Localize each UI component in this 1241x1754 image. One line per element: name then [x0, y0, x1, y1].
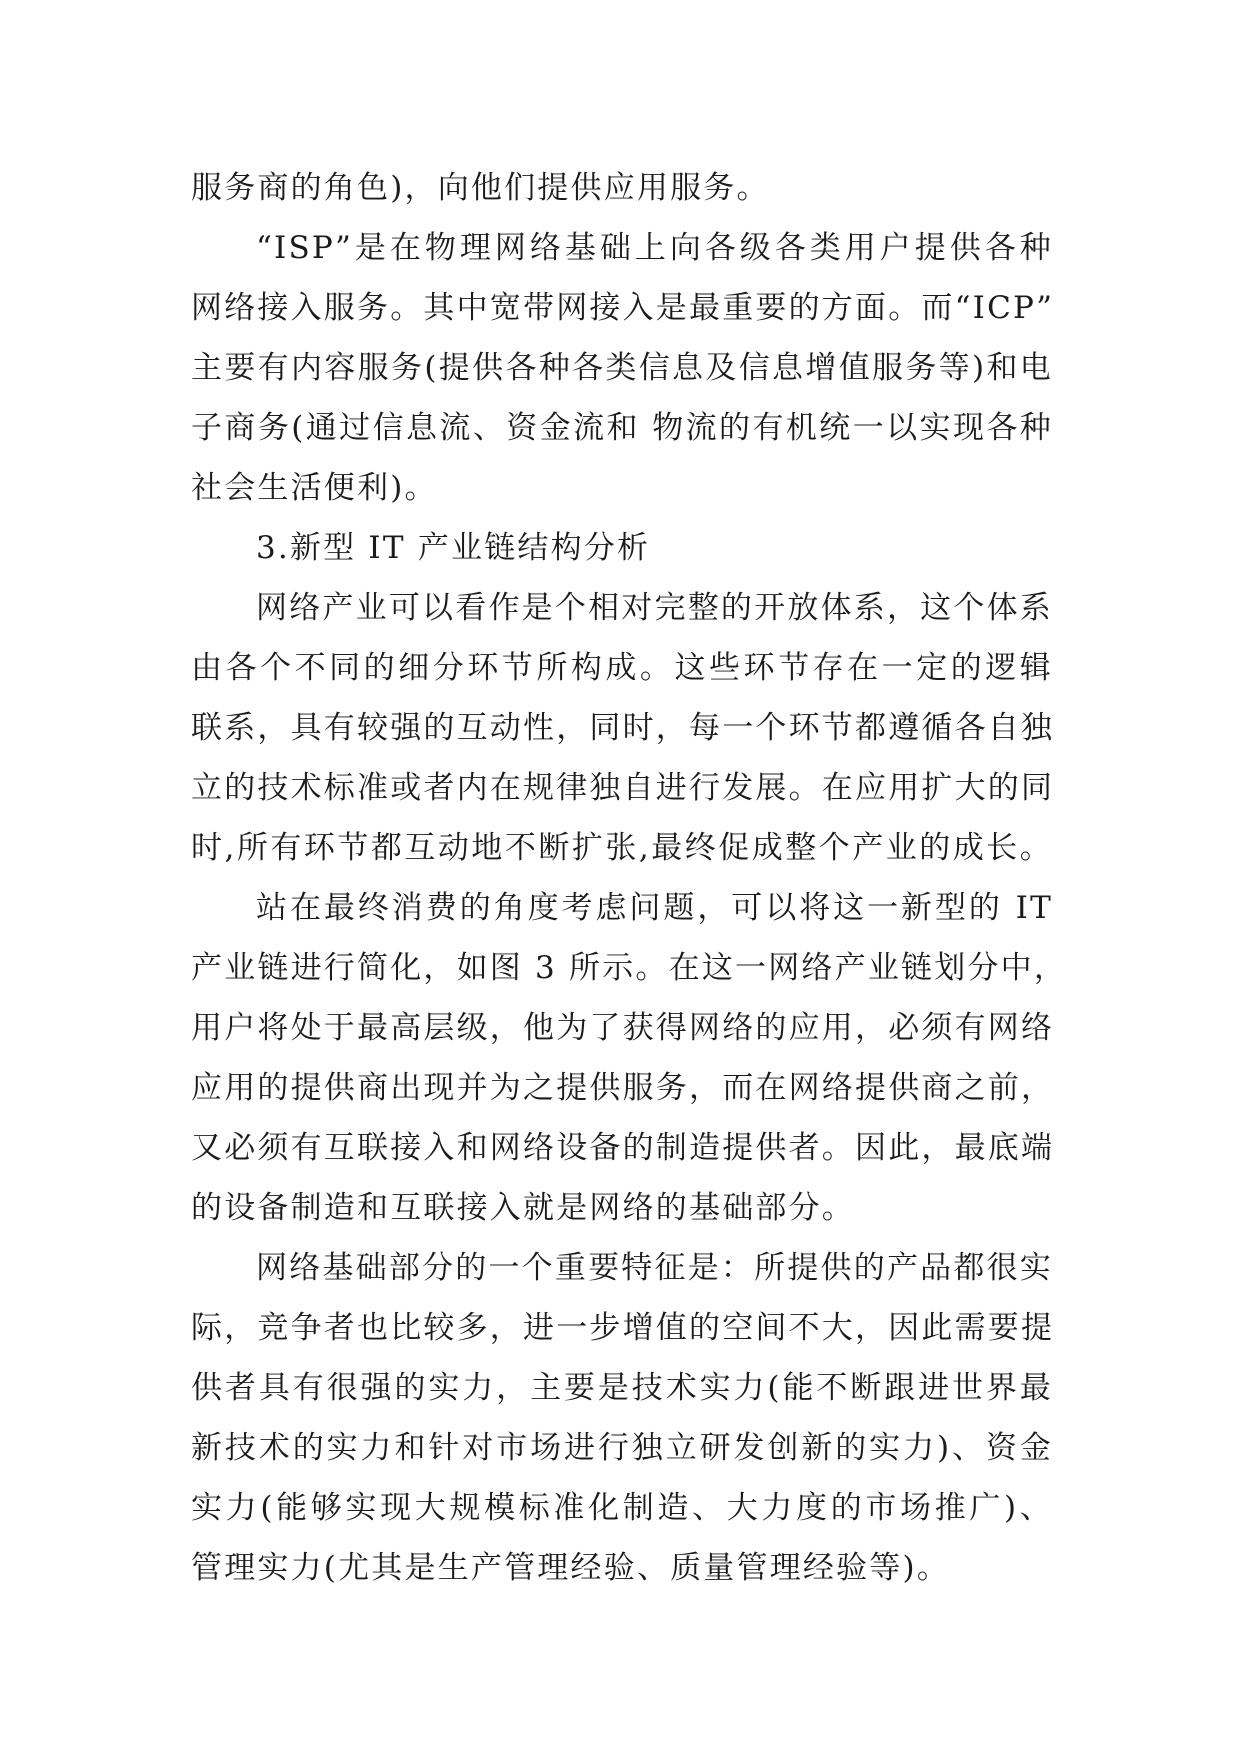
body-text: [191, 158, 1068, 1598]
text-line: 又必须有互联接入和网络设备的制造提供者。因此，最底端: [191, 1130, 1055, 1166]
text-line: 网络基础部分的一个重要特征是：所提供的产品都很实: [256, 1250, 1053, 1286]
section-heading: 3.新型 IT 产业链结构分析: [256, 530, 651, 566]
text-line: 际，竞争者也比较多，进一步增值的空间不大，因此需要提: [191, 1310, 1055, 1346]
text-line: 的设备制造和互联接入就是网络的基础部分。: [191, 1190, 855, 1226]
text-line: 网络接入服务。其中宽带网接入是最重要的方面。而“ICP”: [191, 290, 1055, 326]
text-line: 实力(能够实现大规模标准化制造、大力度的市场推广)、: [191, 1490, 1053, 1526]
text-line: 服务商的角色)，向他们提供应用服务。: [191, 170, 770, 206]
text-line: 时,所有环节都互动地不断扩张,最终促成整个产业的成长。: [191, 830, 1053, 866]
text-line: 产业链进行简化，如图 3 所示。在这一网络产业链划分中，: [191, 950, 1068, 986]
text-line: 子商务(通过信息流、资金流和 物流的有机统一以实现各种: [191, 410, 1053, 446]
text-line: 由各个不同的细分环节所构成。这些环节存在一定的逻辑: [191, 650, 1053, 686]
text-line: 站在最终消费的角度考虑问题，可以将这一新型的 IT: [256, 890, 1053, 926]
text-line: 网络产业可以看作是个相对完整的开放体系，这个体系: [256, 590, 1053, 626]
text-line: 供者具有很强的实力，主要是技术实力(能不断跟进世界最: [191, 1370, 1053, 1406]
text-line: 社会生活便利)。: [191, 470, 438, 506]
text-line: 应用的提供商出现并为之提供服务，而在网络提供商之前，: [191, 1070, 1055, 1106]
text-line: 联系，具有较强的互动性，同时，每一个环节都遵循各自独: [191, 710, 1055, 746]
text-line: 新技术的实力和针对市场进行独立研发创新的实力)、资金: [191, 1430, 1053, 1466]
text-line: 立的技术标准或者内在规律独自进行发展。在应用扩大的同: [191, 770, 1055, 806]
text-line: “ISP”是在物理网络基础上向各级各类用户提供各种: [256, 230, 1053, 266]
text-line: 用户将处于最高层级，他为了获得网络的应用，必须有网络: [191, 1010, 1055, 1046]
text-line: 管理实力(尤其是生产管理经验、质量管理经验等)。: [191, 1550, 950, 1586]
text-line: 主要有内容服务(提供各种各类信息及信息增值服务等)和电: [191, 350, 1053, 386]
